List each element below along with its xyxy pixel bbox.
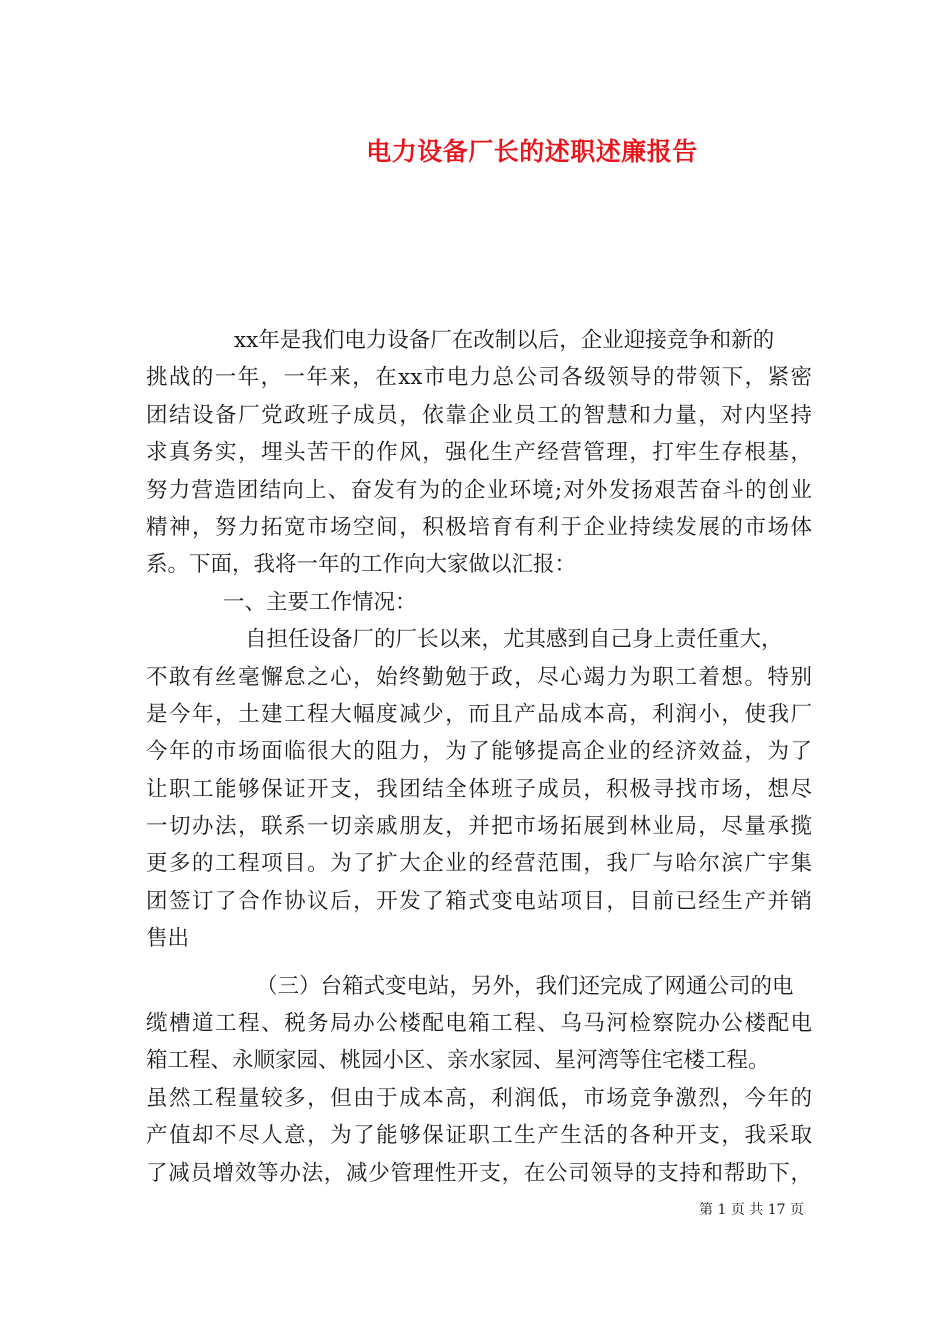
- paragraph-line: 了减员增效等办法，减少管理性开支，在公司领导的支持和帮助下，: [146, 1160, 812, 1186]
- paragraph-line: （三）台箱式变电站，另外，我们还完成了网通公司的电: [256, 973, 794, 999]
- paragraph-line: 团结设备厂党政班子成员，依靠企业员工的智慧和力量，对内坚持: [146, 402, 812, 428]
- paragraph-line: 售出: [146, 926, 190, 952]
- paragraph-line: 一切办法，联系一切亲戚朋友，并把市场拓展到林业局，尽量承揽: [146, 814, 812, 840]
- section-heading: 一、主要工作情况：: [223, 589, 417, 615]
- paragraph-line: 缆槽道工程、税务局办公楼配电箱工程、乌马河检察院办公楼配电: [146, 1011, 812, 1037]
- paragraph-line: 让职工能够保证开支，我团结全体班子成员，积极寻找市场，想尽: [146, 776, 812, 802]
- document-title: 电力设备厂长的述职述廉报告: [366, 137, 698, 166]
- paragraph-line: 系。下面，我将一年的工作向大家做以汇报：: [146, 552, 577, 578]
- paragraph-line: xx年是我们电力设备厂在改制以后，企业迎接竞争和新的: [234, 328, 775, 353]
- paragraph-line: 更多的工程项目。为了扩大企业的经营范围，我厂与哈尔滨广宇集: [146, 851, 812, 877]
- paragraph-line: 虽然工程量较多，但由于成本高，利润低，市场竞争激烈，今年的: [146, 1085, 812, 1111]
- paragraph-line: 团签订了合作协议后，开发了箱式变电站项目，目前已经生产并销: [146, 888, 812, 914]
- paragraph-line: 挑战的一年，一年来，在xx市电力总公司各级领导的带领下，紧密: [146, 365, 812, 391]
- paragraph-line: 精神，努力拓宽市场空间，积极培育有利于企业持续发展的市场体: [146, 514, 812, 540]
- paragraph-line: 努力营造团结向上、奋发有为的企业环境;对外发扬艰苦奋斗的创业: [146, 477, 812, 503]
- document-body: [146, 322, 812, 1192]
- paragraph-line: 求真务实，埋头苦干的作风，强化生产经营管理，打牢生存根基，: [146, 440, 812, 466]
- paragraph-line: 自担任设备厂的厂长以来，尤其感到自己身上责任重大，: [245, 627, 783, 653]
- page-indicator: 第 1 页 共 17 页: [699, 1202, 804, 1218]
- paragraph-line: 不敢有丝毫懈怠之心，始终勤勉于政，尽心竭力为职工着想。特别: [146, 664, 812, 690]
- paragraph-line: 今年的市场面临很大的阻力，为了能够提高企业的经济效益，为了: [146, 739, 812, 765]
- paragraph-line: 箱工程、永顺家园、桃园小区、亲水家园、星河湾等住宅楼工程。: [146, 1048, 770, 1074]
- paragraph-line: 产值却不尽人意，为了能够保证职工生产生活的各种开支，我采取: [146, 1123, 812, 1149]
- paragraph-line: 是今年，土建工程大幅度减少，而且产品成本高，利润小，使我厂: [146, 701, 812, 727]
